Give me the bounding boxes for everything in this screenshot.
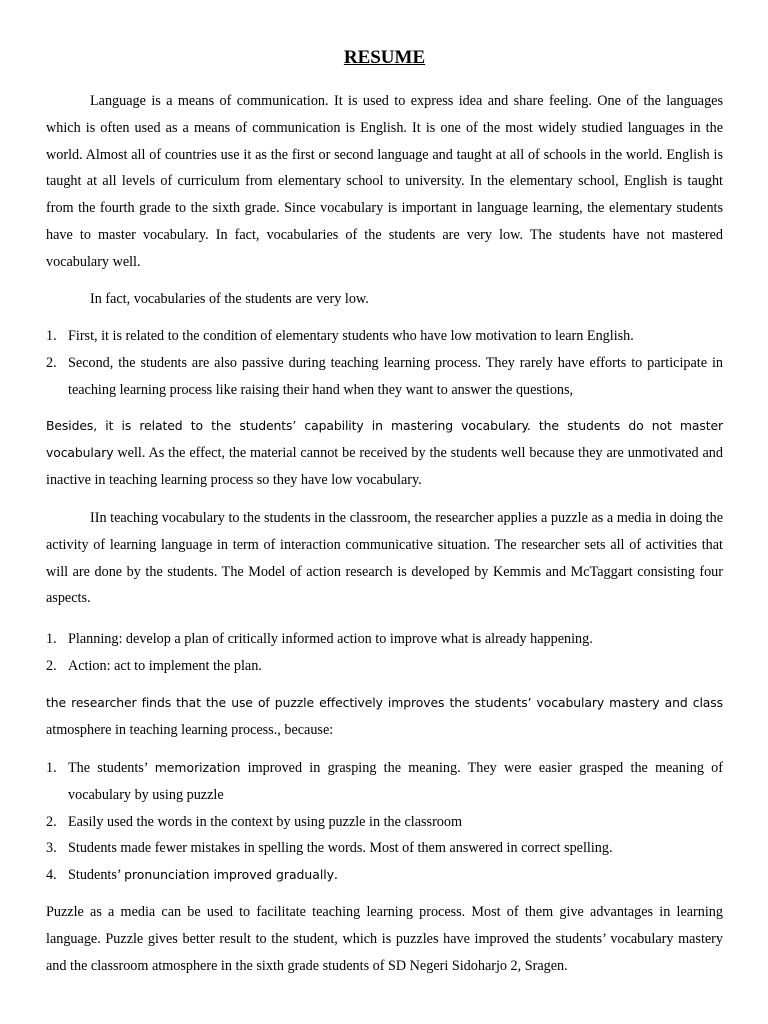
method-paragraph: IIn teaching vocabulary to the students in the classroom, the researcher applies a puzzle as a media in doing the activity of learning language in term of interaction communicative situation. The researcher sets all of activities that will are done by the students. The Model of action research is developed by Kemmis and McTaggart consisting four aspects. [46, 510, 723, 607]
list-text: Second, the students are also passive during teaching learning process. They rarely have efforts to participate in teaching learning process like raising their hand when they want to answer the questions, [68, 354, 723, 398]
intro-paragraph: Language is a means of communication. It is used to express idea and share feeling. One of the languages which is often used as a means of communication is English. It is one of the most widely studied languages in the world. Almost all of countries use it as the first or second language and taught at all of schools in the world. English is taught at all levels of curriculum from elementary school to university. In the elementary school, English is taught from the fourth grade to the sixth grade. Since vocabulary is important in language learning, the elementary students have to master vocabulary. In fact, vocabularies of the students are very low. The students have not mastered vocabulary well. [46, 93, 723, 270]
action-research-list [46, 626, 723, 680]
capability-rest: well. As the effect, the material cannot be received by the students well because they are unmotivated and inactive in teaching learning process so they have low vocabulary. [46, 444, 723, 488]
list-text-b: . [334, 867, 338, 884]
list-number: 1. [46, 631, 57, 647]
list-text: Easily used the words in the context by using puzzle in the classroom [68, 813, 463, 830]
findings-list [46, 755, 723, 889]
list-text: Action: act to implement the plan. [68, 657, 262, 674]
list-number: 2. [46, 354, 57, 371]
summary-paragraph: In fact, vocabularies of the students are very low. [90, 291, 369, 307]
findings-paragraph [46, 690, 723, 744]
page-title: RESUME [343, 47, 426, 68]
list-item [46, 835, 723, 862]
list-item [46, 809, 723, 836]
list-number: 2. [46, 813, 57, 830]
list-text-a: The students’ [68, 760, 155, 776]
findings-first-line: the researcher finds that the use of puzzle effectively improves the students’ vocabulary mastery and class [46, 695, 723, 710]
list-text-sans: pronunciation improved gradually [124, 867, 335, 883]
list-number: 3. [46, 840, 57, 857]
list-item [46, 862, 723, 889]
list-item [46, 350, 723, 404]
problem-list [46, 323, 723, 403]
conclusion-paragraph: Puzzle as a media can be used to facilitate teaching learning process. Most of them give advantages in learning language. Puzzle gives better result to the student, which is puzzles have improved the students’ vocabulary mastery and the classroom atmosphere in the sixth grade students of SD Negeri Sidoharjo 2, Sragen. [46, 904, 723, 974]
capability-first-line: Besides, it is related to the students’ capability in mastering vocabulary. the students do not master vocabulary [46, 418, 723, 460]
list-number: 1. [46, 760, 57, 776]
list-number: 2. [46, 657, 57, 674]
list-text-sans: memorization [154, 760, 241, 775]
list-text: Students made fewer mistakes in spelling the words. Most of them answered in correct spelling. [68, 840, 613, 857]
list-text-a: Students’ [68, 867, 125, 884]
list-text: Planning: develop a plan of critically informed action to improve what is already happening. [68, 631, 593, 647]
list-item [46, 653, 723, 680]
list-text: First, it is related to the condition of elementary students who have low motivation to learn English. [68, 328, 634, 344]
list-item [46, 323, 723, 350]
list-text-b: improved in grasping the meaning. They were easier grasped the meaning of vocabulary by using puzzle [68, 760, 723, 803]
list-item [46, 626, 723, 653]
list-number: 1. [46, 328, 57, 344]
findings-rest: atmosphere in teaching learning process., because: [46, 721, 334, 738]
capability-paragraph [46, 413, 723, 493]
list-item [46, 755, 723, 809]
list-number: 4. [46, 867, 57, 884]
